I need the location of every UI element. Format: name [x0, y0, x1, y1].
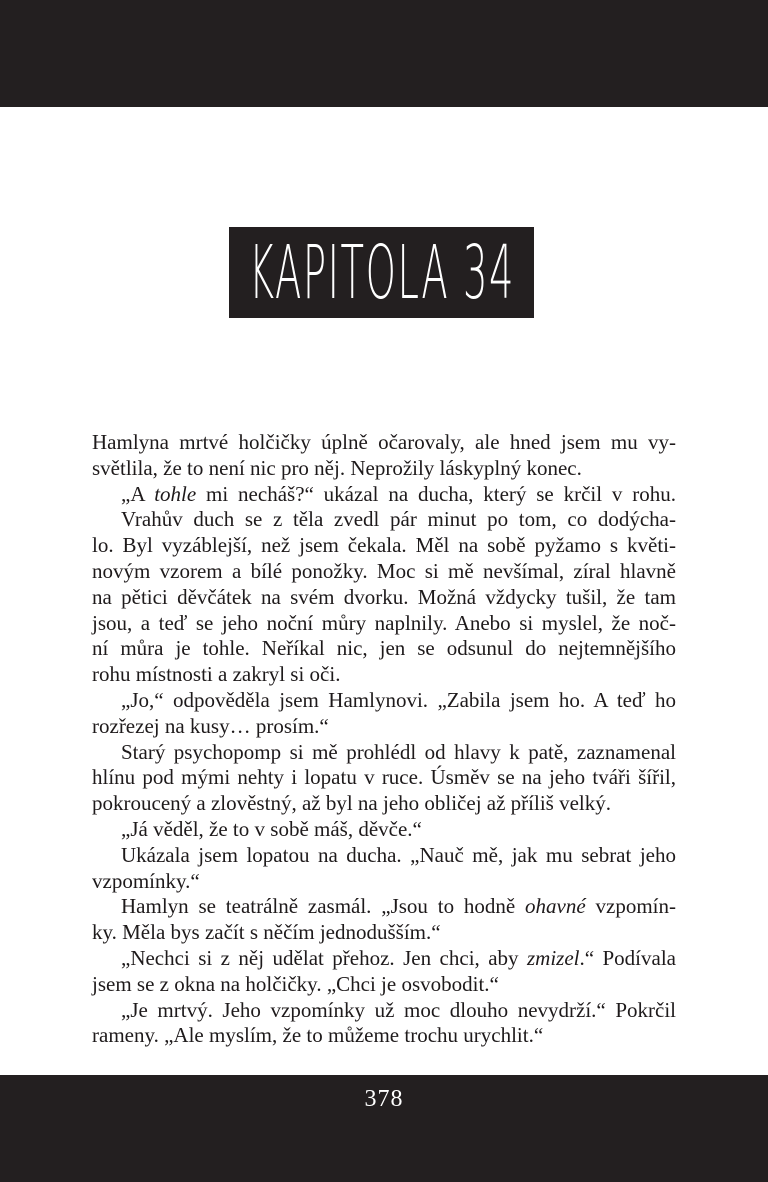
body-run: „A: [121, 481, 155, 506]
body-run: Hamlyn se teatrálně zasmál. „Jsou to hodně: [121, 894, 526, 919]
body-line: [92, 946, 676, 972]
body-line: [92, 714, 676, 740]
body-run: hlínu pod mými nehty i lopatu v ruce. Úsměv se na jeho tváři šířil,: [92, 765, 676, 790]
body-run: rohu místnosti a zakryl si oči.: [92, 662, 341, 687]
body-run-italic: zmizel: [526, 945, 580, 970]
body-line: [92, 533, 676, 559]
body-line: [92, 869, 676, 895]
page-number: 378: [364, 1086, 404, 1112]
body-line: [92, 636, 676, 662]
body-line: [92, 998, 676, 1024]
body-run: novým vzorem a bílé ponožky. Moc si mě nevšímal, zíral hlavně: [92, 558, 676, 583]
body-line: [92, 1023, 676, 1049]
body-run: „Nechci si z něj udělat přehoz. Jen chci, aby: [121, 945, 527, 970]
body-run: .“ Podívala: [579, 945, 676, 970]
body-line: [92, 688, 676, 714]
body-line: [92, 765, 676, 791]
body-line: [92, 430, 676, 456]
body-run: pokroucený a zlověstný, až byl na jeho obličej až příliš velký.: [92, 791, 612, 816]
body-run: světlila, že to není nic pro něj. Neprožily láskyplný konec.: [92, 455, 582, 480]
body-line: [92, 507, 676, 533]
body-text: [92, 430, 676, 1049]
body-run: rameny. „Ale myslím, že to můžeme trochu urychlit.“: [92, 1023, 544, 1048]
body-run: ní můra je tohle. Neříkal nic, jen se odsunul do nejtemnějšího: [92, 636, 676, 661]
body-run: mi necháš?“ ukázal na ducha, který se krčil v rohu.: [196, 481, 677, 506]
body-line: [92, 843, 676, 869]
body-line: [92, 791, 676, 817]
body-run: Vrahův duch se z těla zvedl pár minut po tom, co dodýcha-: [121, 507, 676, 532]
body-line: [92, 740, 676, 766]
body-line: [92, 482, 676, 508]
body-run: „Já věděl, že to v sobě máš, děvče.“: [121, 816, 422, 841]
bottom-dark-band: [0, 1075, 768, 1182]
body-line: [92, 585, 676, 611]
body-run: „Jo,“ odpověděla jsem Hamlynovi. „Zabila jsem ho. A teď ho: [121, 687, 676, 712]
body-line: [92, 611, 676, 637]
body-line: [92, 972, 676, 998]
body-line: [92, 662, 676, 688]
body-line: [92, 894, 676, 920]
body-run: jsem se z okna na holčičky. „Chci je osvobodit.“: [92, 971, 499, 996]
chapter-heading-box: [229, 227, 534, 318]
body-run: vzpomín-: [585, 894, 676, 919]
body-run: Ukázala jsem lopatou na ducha. „Nauč mě, jak mu sebrat jeho: [121, 842, 676, 867]
body-run: lo. Byl vyzáblejší, než jsem čekala. Měl na sobě pyžamo s květi-: [92, 533, 676, 558]
body-run-italic: tohle: [154, 481, 197, 506]
body-run: jsou, a teď se jeho noční můry naplnily. Anebo si myslel, že noč-: [92, 610, 676, 635]
chapter-title: KAPITOLA 34: [248, 229, 515, 316]
body-run: vzpomínky.“: [92, 868, 200, 893]
top-dark-band: [0, 0, 768, 107]
body-line: [92, 817, 676, 843]
body-run: „Je mrtvý. Jeho vzpomínky už moc dlouho nevydrží.“ Pokrčil: [121, 997, 676, 1022]
body-line: [92, 559, 676, 585]
body-run: ky. Měla bys začít s něčím jednodušším.“: [92, 920, 441, 945]
body-run: Starý psychopomp si mě prohlédl od hlavy k patě, zaznamenal: [121, 739, 676, 764]
body-run: rozřezej na kusy… prosím.“: [92, 713, 329, 738]
body-line: [92, 456, 676, 482]
body-line: [92, 920, 676, 946]
body-run-italic: ohavné: [525, 894, 586, 919]
body-run: Hamlyna mrtvé holčičky úplně očarovaly, ale hned jsem mu vy-: [92, 430, 676, 454]
body-run: na pětici děvčátek na svém dvorku. Možná vždycky tušil, že tam: [92, 584, 676, 609]
